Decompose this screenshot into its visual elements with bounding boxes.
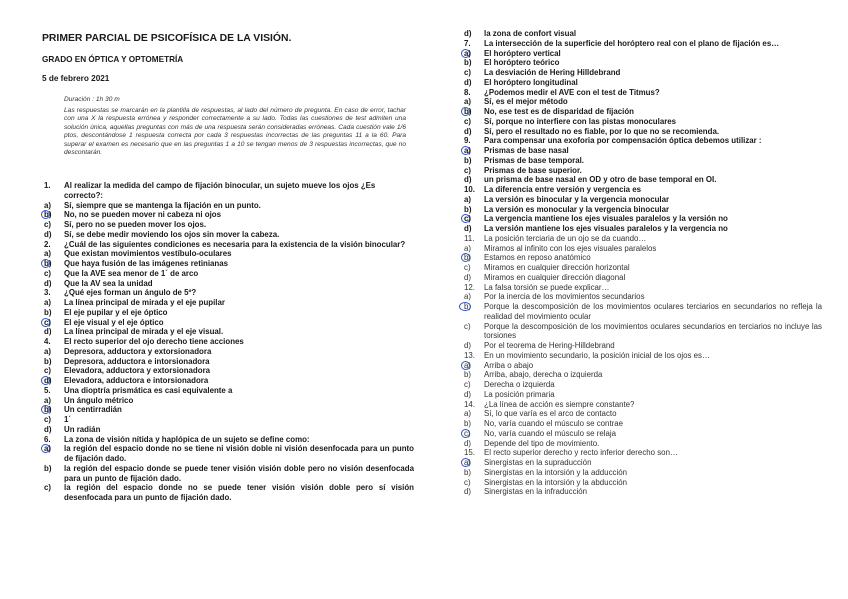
option-text: Sí, pero el resultado no es fiable, por lo que no se recomienda. [484, 126, 720, 136]
answer-option[interactable] [462, 29, 822, 39]
exam-title: PRIMER PARCIAL DE PSICOFÍSICA DE LA VISIÓN. [42, 33, 292, 44]
answer-option[interactable] [42, 201, 414, 211]
question-header [462, 185, 822, 195]
question-number: 1. [44, 181, 51, 190]
option-text: Sí, siempre que se mantenga la fijación en un punto. [64, 200, 261, 210]
option-text: Prismas de base superior. [484, 165, 582, 175]
answer-option[interactable] [462, 49, 822, 59]
option-letter: b) [464, 204, 472, 214]
question-number: 14. [464, 399, 475, 409]
option-letter: d) [464, 438, 472, 448]
option-text: Arriba, abajo, derecha o izquierda [484, 370, 603, 380]
question-header [42, 288, 414, 298]
answer-option[interactable] [462, 419, 822, 429]
option-text: Que haya fusión de las imágenes retinianas [64, 259, 229, 268]
answer-option[interactable] [462, 292, 822, 302]
option-letter: a) [462, 49, 484, 59]
option-text: Sí, porque no interfiere con las pistas monoculares [484, 116, 677, 126]
option-letter: d) [44, 424, 52, 434]
question-number: 13. [464, 350, 475, 360]
selected-answer-circle [41, 376, 50, 385]
question-list-right [462, 29, 822, 497]
selected-answer-circle [41, 259, 50, 268]
answer-option[interactable] [42, 210, 414, 220]
selected-answer-circle [41, 444, 50, 453]
option-letter: a) [44, 298, 52, 307]
answer-option[interactable] [462, 107, 822, 117]
option-letter: a) [44, 249, 52, 259]
option-text: La versión es monocular y la vergencia binocular [484, 204, 670, 214]
option-text: La versión es binocular y la vergencia monocular [484, 194, 670, 204]
option-letter: c) [42, 318, 64, 328]
question [462, 234, 822, 283]
option-text: Miramos en cualquier dirección diagonal [484, 272, 626, 282]
question-text: ¿Cuál de las siguientes condiciones es necesaria para la existencia de la visión binocular? [64, 239, 406, 249]
question [42, 288, 414, 337]
option-text: El horóptero teórico [484, 58, 560, 68]
option-letter: d) [464, 224, 472, 233]
answer-option[interactable] [462, 341, 822, 351]
answer-option[interactable] [462, 68, 822, 78]
question [462, 88, 822, 137]
option-text: Sinergistas en la intorsión y la adducción [484, 467, 627, 477]
option-text: Derecha o izquierda [484, 380, 555, 389]
question-number: 11. [464, 233, 475, 243]
question [462, 283, 822, 351]
option-letter: a) [462, 146, 484, 156]
option-text: Que la AV sea la unidad [64, 278, 153, 288]
option-letter: b) [42, 210, 64, 220]
question-number: 4. [44, 337, 51, 346]
question-number: 2. [44, 239, 51, 249]
selected-answer-circle [461, 146, 470, 155]
answer-option[interactable] [42, 464, 414, 484]
option-letter: b) [462, 302, 484, 322]
option-text: Que la AVE sea menor de 1´ de arco [64, 268, 199, 278]
option-letter: a) [462, 361, 484, 371]
option-text: un prisma de base nasal en OD y otro de base temporal en OI. [484, 175, 717, 185]
selected-answer-circle [41, 318, 50, 327]
question-header [462, 283, 822, 293]
option-text: El eje visual y el eje óptico [64, 317, 164, 327]
answer-option[interactable] [462, 195, 822, 205]
option-letter: b) [44, 356, 52, 366]
question [42, 181, 414, 240]
option-text: Porque la descomposición de los movimientos oculares terciarios en secundarios no refleja la realidad del movimiento ocular [484, 302, 822, 321]
option-letter: c) [464, 380, 471, 389]
selected-answer-circle [461, 253, 470, 262]
option-text: Por el teorema de Hering-Hilldebrand [484, 341, 615, 350]
question [462, 136, 822, 185]
option-letter: a) [464, 409, 472, 419]
answer-option[interactable] [462, 458, 822, 468]
answer-option[interactable] [462, 214, 822, 224]
option-text: Sí, pero no se pueden mover los ojos. [64, 220, 207, 229]
option-text: Por la inercia de los movimientos secundarios [484, 292, 645, 302]
answer-option[interactable] [42, 366, 414, 376]
question-number: 9. [464, 136, 471, 146]
option-text: Depende del tipo de movimiento. [484, 438, 600, 448]
answer-option[interactable] [462, 380, 822, 390]
question [462, 185, 822, 234]
question-header [42, 240, 414, 250]
question-text: El recto superior derecho y recto inferior derecho son… [484, 448, 678, 458]
selected-answer-circle [461, 429, 470, 438]
question-header [462, 448, 822, 458]
question-header [462, 39, 822, 49]
question-number: 5. [44, 385, 51, 395]
question-text: El recto superior del ojo derecho tiene acciones [64, 337, 244, 346]
option-text: La línea principal de mirada y el eje visual. [64, 327, 224, 337]
question-header [42, 435, 414, 445]
answer-option[interactable] [462, 58, 822, 68]
answer-option[interactable] [462, 468, 822, 478]
question-continuation [462, 29, 822, 39]
answer-option[interactable] [42, 444, 414, 464]
option-letter: b) [464, 370, 472, 380]
option-letter: b) [464, 419, 472, 428]
answer-option[interactable] [462, 439, 822, 449]
answer-option[interactable] [462, 253, 822, 263]
answer-option[interactable] [462, 263, 822, 273]
instructions [64, 96, 406, 158]
question-number: 3. [44, 288, 51, 298]
answer-option[interactable] [462, 302, 822, 322]
answer-option[interactable] [42, 396, 414, 406]
option-text: Prismas de base nasal [484, 146, 569, 155]
option-text: Un radián [64, 424, 101, 434]
answer-option[interactable] [42, 357, 414, 367]
question-number: 15. [464, 448, 475, 458]
question-header [462, 234, 822, 244]
option-letter: c) [44, 366, 52, 376]
question-number: 6. [44, 434, 51, 444]
answer-option[interactable] [462, 224, 822, 234]
option-text: 1´ [64, 415, 72, 424]
exam-date: 5 de febrero 2021 [42, 74, 110, 83]
question-text: La falsa torsión se puede explicar… [484, 282, 610, 292]
question-text: ¿Podemos medir el AVE con el test de Titmus? [484, 87, 660, 97]
answer-option[interactable] [462, 166, 822, 176]
answer-option[interactable] [42, 425, 414, 435]
option-letter: b) [44, 463, 52, 473]
answer-option[interactable] [42, 279, 414, 289]
option-text: La vergencia mantiene los ejes visuales paralelos y la versión no [484, 214, 728, 224]
option-letter: b) [462, 253, 484, 263]
answer-option[interactable] [462, 78, 822, 88]
option-letter: a) [462, 458, 484, 468]
question-text: La posición terciaria de un ojo se da cuando… [484, 233, 647, 243]
option-text: No, varía cuando el músculo se relaja [484, 428, 617, 438]
question-header [462, 400, 822, 410]
option-text: Sinergistas en la intorsión y la abducción [484, 477, 627, 487]
option-letter: d) [464, 126, 472, 136]
option-text: El horóptero longitudinal [484, 77, 578, 87]
option-letter: d) [464, 29, 472, 38]
answer-option[interactable] [42, 327, 414, 337]
option-letter: a) [44, 395, 52, 405]
question-header [42, 337, 414, 347]
question-header [42, 181, 414, 201]
option-text: la región del espacio donde no se puede tener visión visión doble pero sí visión desenfocada para un punto de fijación dado. [64, 483, 414, 502]
option-letter: c) [44, 268, 52, 278]
option-text: Porque la descomposición de los movimientos oculares secundarios en terciarios no incluye las torsiones [484, 321, 822, 341]
selected-answer-circle [461, 49, 470, 58]
option-letter: d) [44, 278, 52, 288]
option-letter: d) [464, 77, 472, 87]
answer-option[interactable] [462, 429, 822, 439]
option-text: La desviación de Hering Hilldebrand [484, 68, 621, 77]
question-text: Una dioptría prismática es casi equivalente a [64, 385, 233, 395]
option-letter: d) [464, 272, 472, 282]
question [42, 386, 414, 435]
option-letter: c) [464, 321, 471, 331]
option-letter: d) [44, 327, 52, 337]
answer-option[interactable] [462, 409, 822, 419]
option-letter: c) [464, 165, 472, 175]
answer-option[interactable] [462, 478, 822, 488]
option-text: Un ángulo métrico [64, 395, 134, 405]
option-letter: b) [464, 58, 472, 68]
option-text: Miramos en cualquier dirección horizontal [484, 263, 630, 272]
answer-option[interactable] [42, 230, 414, 240]
option-text: No, ese test es de disparidad de fijación [484, 107, 634, 116]
question-text: En un movimiento secundario, la posición inicial de los ojos es… [484, 350, 710, 360]
instructions-text: Las respuestas se marcarán en la plantilla de respuestas, al lado del número de pregunta. En caso de error, tachar con una X la respuesta errónea y responder correctamente a su lado. Todas las cuestiones de test admiten una solución única, aquellas preguntas con más de una respuesta serán consideradas erróneas. Cada cuestión vale 1/6 ptos, descontándose 1 respuesta correcta por cada 3 respuestas incorrectas de las preguntas 11 a la 60. Para superar el examen es necesario que en las preguntas 1 a 10 se tengan menos de 3 respuestas incorrectas, que no descontarán. [64, 106, 406, 156]
selected-answer-circle [461, 107, 470, 116]
option-text: No, varía cuando el músculo se contrae [484, 419, 624, 428]
option-letter: b) [42, 259, 64, 269]
option-letter: b) [44, 307, 52, 317]
option-letter: c) [464, 477, 471, 487]
option-text: Estamos en reposo anatómico [484, 253, 591, 263]
option-text: El eje pupilar y el eje óptico [64, 307, 168, 317]
option-text: El horóptero vertical [484, 48, 561, 58]
answer-option[interactable] [462, 273, 822, 283]
option-text: Prismas de base temporal. [484, 155, 584, 165]
option-text: Miramos al infinito con los ejes visuales paralelos [484, 243, 657, 253]
answer-option[interactable] [462, 370, 822, 380]
option-text: la región del espacio donde no se tiene ni visión doble ni visión desenfocada para un punto de fijación dado. [64, 444, 414, 463]
selected-answer-circle [461, 458, 470, 467]
answer-option[interactable] [462, 205, 822, 215]
question [462, 351, 822, 400]
answer-option[interactable] [42, 415, 414, 425]
answer-option[interactable] [462, 117, 822, 127]
answer-option[interactable] [462, 156, 822, 166]
option-text: La versión mantiene los ejes visuales paralelos y la vergencia no [484, 224, 728, 233]
option-text: Depresora, adductora e intorsionadora [64, 356, 210, 366]
answer-option[interactable] [462, 322, 822, 342]
option-text: Sinergistas en la infraducción [484, 487, 588, 497]
question-number: 8. [464, 87, 471, 97]
option-text: La posición primaria [484, 389, 555, 399]
question-text: La zona de visión nítida y haplópica de un sujeto se define como: [64, 434, 310, 444]
answer-option[interactable] [42, 220, 414, 230]
option-letter: d) [42, 376, 64, 386]
option-letter: d) [464, 175, 472, 185]
option-letter: b) [464, 467, 472, 477]
option-text: Elevadora, adductora e intorsionadora [64, 376, 209, 385]
option-letter: a) [464, 243, 472, 253]
answer-option[interactable] [42, 376, 414, 386]
question [462, 39, 822, 88]
answer-option[interactable] [462, 175, 822, 185]
selected-answer-circle [41, 405, 50, 414]
question [42, 337, 414, 386]
answer-option[interactable] [42, 249, 414, 259]
question-text: ¿Qué ejes forman un ángulo de 5º? [64, 288, 197, 298]
answer-option[interactable] [42, 483, 414, 503]
answer-option[interactable] [42, 308, 414, 318]
question-header [462, 88, 822, 98]
duration: Duración : 1h 30 m [64, 96, 120, 103]
option-text: Un centirradián [64, 405, 122, 415]
answer-option[interactable] [462, 146, 822, 156]
selected-answer-circle [459, 302, 471, 311]
question-number: 12. [464, 282, 475, 292]
answer-option[interactable] [42, 347, 414, 357]
question [42, 435, 414, 503]
option-letter: d) [464, 341, 472, 350]
question-text: ¿La línea de acción es siempre constante? [484, 399, 635, 409]
answer-option[interactable] [42, 318, 414, 328]
answer-option[interactable] [462, 97, 822, 107]
option-text: Sí, es el mejor método [484, 97, 568, 107]
question [42, 240, 414, 289]
option-letter: a) [464, 194, 472, 204]
option-letter: a) [44, 346, 52, 356]
question-header [42, 386, 414, 396]
question-header [462, 136, 822, 146]
question [462, 400, 822, 449]
option-letter: c) [462, 429, 484, 439]
option-text: La línea principal de mirada y el eje pupilar [64, 298, 225, 307]
option-text: Arriba o abajo [484, 360, 534, 370]
degree-subtitle: GRADO EN ÓPTICA Y OPTOMETRÍA [42, 55, 184, 64]
option-letter: a) [44, 200, 52, 210]
question-number: 7. [464, 38, 471, 48]
option-letter: c) [464, 68, 472, 77]
answer-option[interactable] [42, 259, 414, 269]
option-letter: c) [462, 214, 484, 224]
option-text: Depresora, adductora y extorsionadora [64, 346, 212, 356]
answer-option[interactable] [42, 405, 414, 415]
selected-answer-circle [41, 210, 50, 219]
option-letter: b) [42, 405, 64, 415]
option-letter: a) [464, 292, 472, 302]
answer-option[interactable] [462, 244, 822, 254]
option-text: Sinergistas en la supraducción [484, 458, 592, 467]
option-letter: b) [462, 107, 484, 117]
question-text: La intersección de la superficie del horóptero real con el plano de fijación es… [484, 38, 780, 48]
option-letter: d) [464, 389, 472, 399]
selected-answer-circle [461, 214, 470, 223]
answer-option[interactable] [462, 487, 822, 497]
selected-answer-circle [461, 361, 470, 370]
option-letter: b) [464, 155, 472, 165]
question [462, 448, 822, 497]
option-text: Sí, se debe medir moviendo los ojos sin mover la cabeza. [64, 229, 280, 239]
question-number: 10. [464, 185, 475, 194]
option-letter: c) [464, 116, 472, 126]
option-letter: c) [44, 220, 52, 229]
option-letter: c) [464, 263, 471, 272]
option-letter: c) [44, 483, 52, 493]
option-letter: d) [44, 229, 52, 239]
answer-option[interactable] [42, 269, 414, 279]
question-text: La diferencia entre versión y vergencia es [484, 185, 642, 194]
answer-option[interactable] [462, 390, 822, 400]
option-text: Elevadora, adductora y extorsionadora [64, 366, 211, 376]
option-letter: a) [464, 97, 472, 107]
question-list-left [42, 181, 414, 503]
option-letter: c) [44, 415, 52, 424]
option-text: Que existan movimientos vestíbulo-oculares [64, 249, 232, 259]
question-text: Al realizar la medida del campo de fijación binocular, un sujeto mueve los ojos ¿Es correcto?: [64, 181, 376, 200]
option-letter: d) [464, 487, 472, 497]
question-header [462, 351, 822, 361]
option-text: Sí, lo que varía es el arco de contacto [484, 409, 617, 419]
option-text: la zona de confort visual [484, 29, 577, 38]
answer-option[interactable] [462, 361, 822, 371]
question-text: Para compensar una exoforia por compensación óptica debemos utilizar : [484, 136, 762, 146]
option-letter: a) [42, 444, 64, 464]
answer-option[interactable] [462, 127, 822, 137]
answer-option[interactable] [42, 298, 414, 308]
option-text: No, no se pueden mover ni cabeza ni ojos [64, 210, 221, 220]
option-text: la región del espacio donde se puede tener visión visión doble pero no visión desenfocada para un punto de fijación dado. [64, 463, 414, 483]
